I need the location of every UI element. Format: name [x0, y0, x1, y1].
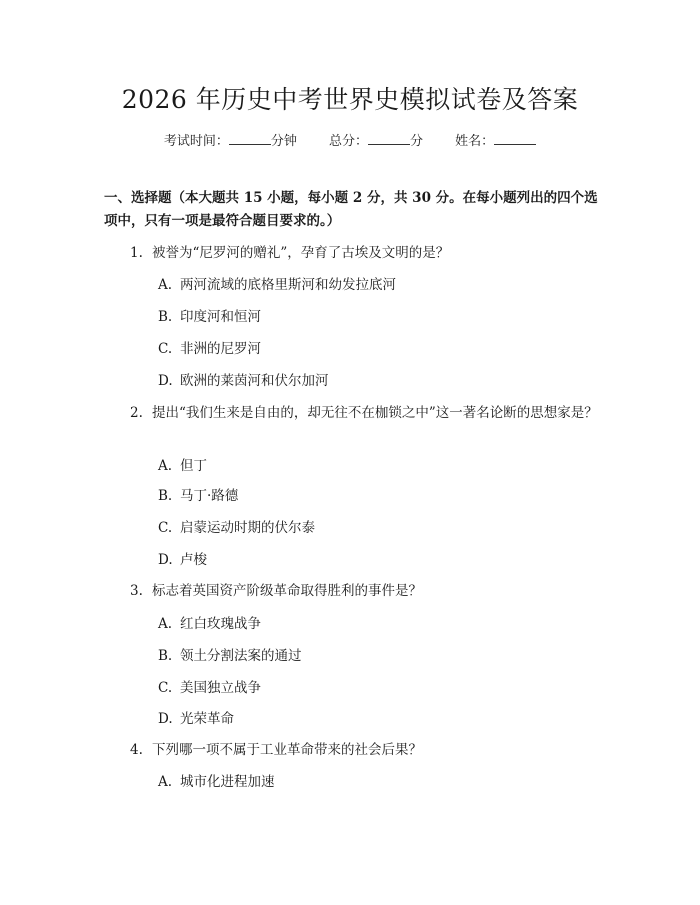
option-letter: A. — [158, 458, 173, 474]
question-number: 1. — [130, 245, 143, 261]
option-letter: D. — [158, 711, 173, 727]
question-1 — [104, 242, 599, 265]
q2-option-d — [158, 550, 207, 570]
option-letter: A. — [158, 616, 173, 632]
option-letter: C. — [158, 341, 173, 357]
option-text: 光荣革命 — [180, 711, 234, 727]
q3-option-d — [158, 709, 234, 729]
question-text: 被誉为“尼罗河的赠礼”，孕育了古埃及文明的是？ — [152, 245, 450, 261]
option-letter: C. — [158, 520, 173, 536]
question-number: 3. — [130, 583, 143, 599]
question-4 — [104, 739, 599, 762]
total-score-label: 总分： — [328, 134, 368, 149]
option-text: 马丁·路德 — [180, 488, 239, 504]
exam-time-field — [164, 130, 297, 149]
question-number: 2. — [130, 405, 143, 421]
option-text: 启蒙运动时期的伏尔泰 — [180, 520, 315, 536]
q1-option-a — [158, 275, 396, 295]
option-text: 欧洲的莱茵河和伏尔加河 — [180, 373, 329, 389]
question-2 — [104, 402, 599, 425]
option-text: 非洲的尼罗河 — [180, 341, 261, 357]
exam-info-line — [0, 130, 700, 149]
option-letter: A. — [158, 774, 173, 790]
option-letter: A. — [158, 277, 173, 293]
q2-option-c — [158, 518, 315, 538]
section-heading: 一、选择题（本大题共 15 小题，每小题 2 分，共 30 分。在每小题列出的四个选项中，只有一项是最符合题目要求的。） — [104, 190, 598, 229]
option-letter: B. — [158, 488, 173, 504]
page-title: 2026 年历史中考世界史模拟试卷及答案 — [121, 85, 579, 114]
option-text: 但丁 — [180, 458, 207, 474]
option-text: 领土分割法案的通过 — [180, 648, 302, 664]
question-number: 4. — [130, 742, 143, 758]
exam-time-blank — [229, 132, 271, 145]
q3-option-b — [158, 646, 302, 666]
option-text: 印度河和恒河 — [180, 309, 261, 325]
question-text: 提出“我们生来是自由的，却无往不在枷锁之中”这一著名论断的思想家是？ — [152, 405, 598, 421]
exam-time-label: 考试时间： — [163, 134, 229, 149]
student-name-field — [455, 130, 536, 149]
option-text: 美国独立战争 — [180, 680, 261, 696]
q3-option-c — [158, 678, 261, 698]
total-score-blank — [368, 132, 410, 145]
q2-option-b — [158, 486, 238, 506]
option-letter: B. — [158, 309, 173, 325]
option-letter: B. — [158, 648, 173, 664]
exam-time-unit: 分钟 — [270, 134, 297, 149]
question-3 — [104, 580, 599, 603]
total-score-unit: 分 — [410, 134, 424, 149]
option-letter: C. — [158, 680, 173, 696]
q1-option-d — [158, 371, 329, 391]
student-name-blank — [494, 132, 536, 145]
option-text: 城市化进程加速 — [180, 774, 275, 790]
option-letter: D. — [158, 552, 173, 568]
q1-option-c — [158, 339, 261, 359]
option-text: 两河流域的底格里斯河和幼发拉底河 — [180, 277, 396, 293]
q3-option-a — [158, 614, 261, 634]
question-text: 下列哪一项不属于工业革命带来的社会后果？ — [152, 742, 422, 758]
total-score-field — [329, 130, 423, 149]
student-name-label: 姓名： — [455, 134, 495, 149]
q1-option-b — [158, 307, 261, 327]
option-letter: D. — [158, 373, 173, 389]
q4-option-a — [158, 772, 275, 792]
option-text: 红白玫瑰战争 — [180, 616, 261, 632]
question-text: 标志着英国资产阶级革命取得胜利的事件是？ — [152, 583, 422, 599]
q2-option-a — [158, 456, 207, 476]
option-text: 卢梭 — [180, 552, 207, 568]
